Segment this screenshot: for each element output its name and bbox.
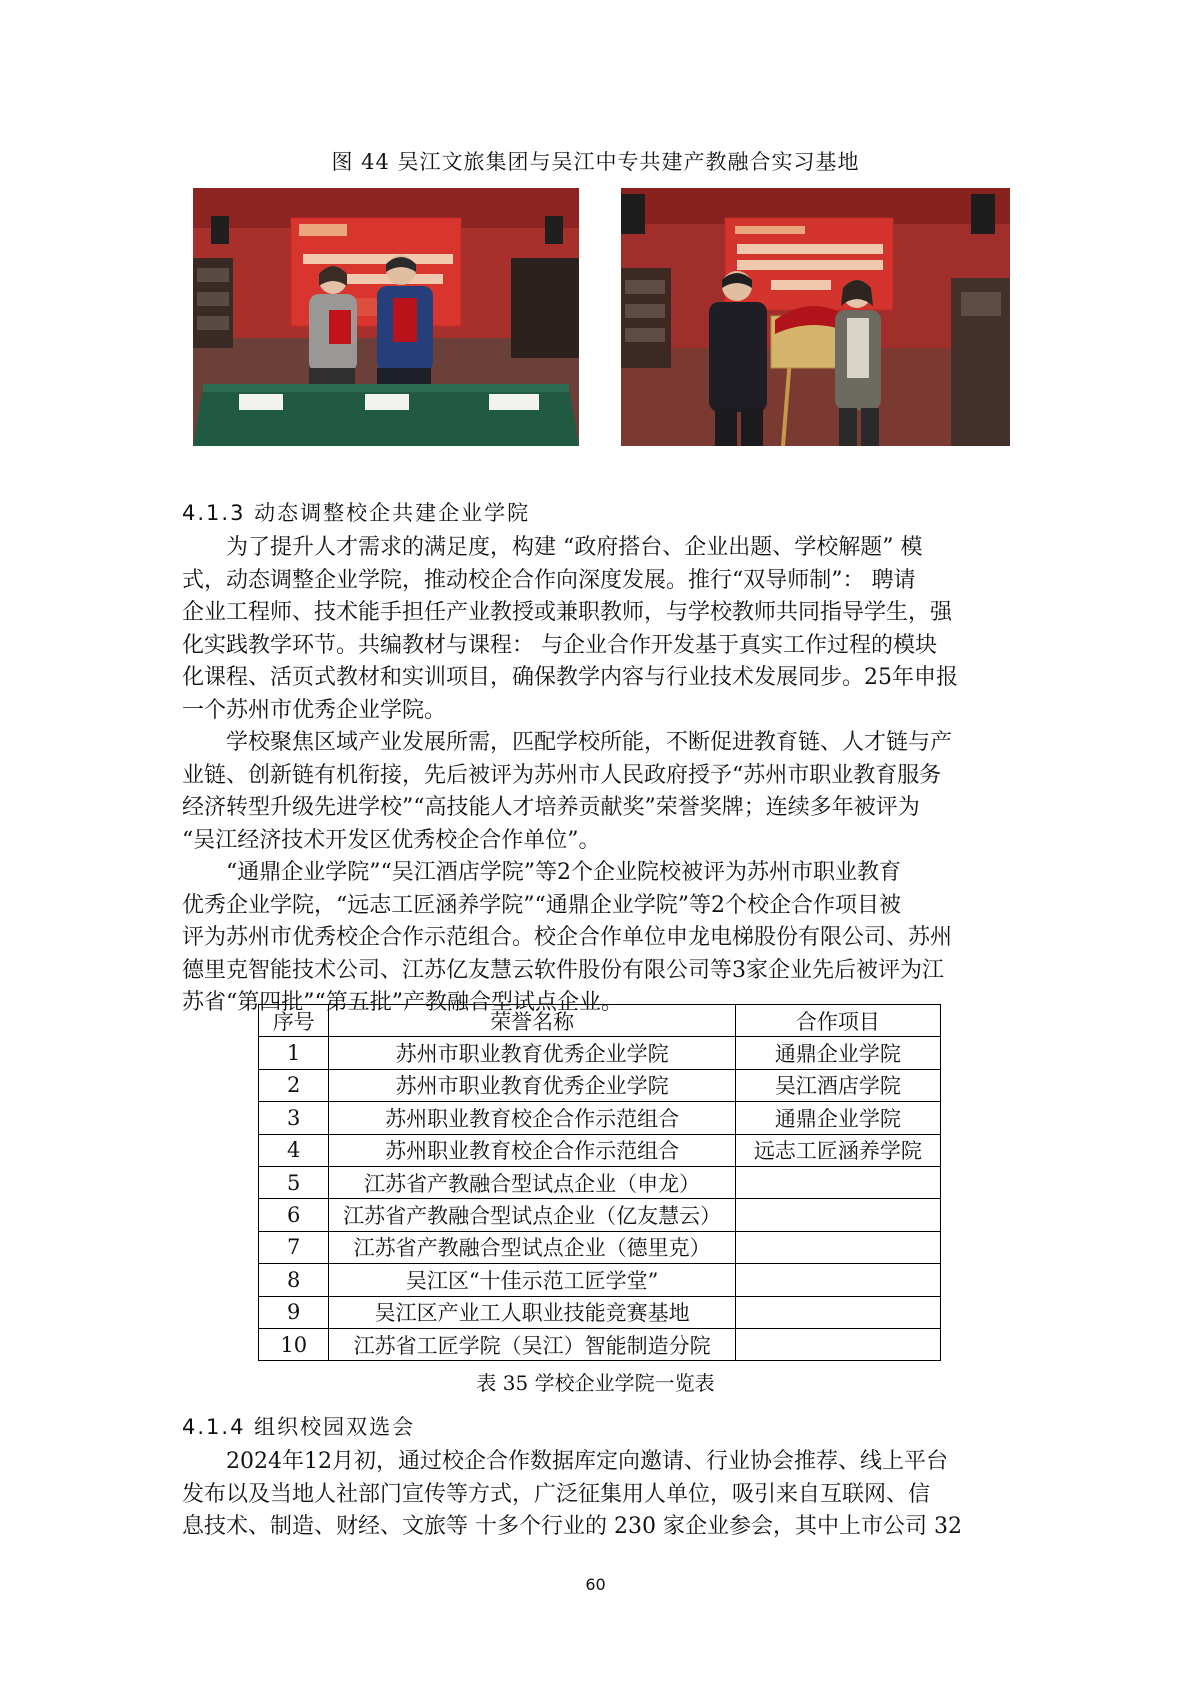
column-header-index: 序号 (259, 1005, 329, 1037)
text-line: 企业工程师、技术能手担任产业教授或兼职教师，与学校教师共同指导学生，强 (182, 600, 953, 625)
table-cell: 4 (259, 1134, 329, 1166)
table-cell: 3 (259, 1102, 329, 1134)
table-cell: 10 (259, 1328, 329, 1360)
text-line: 业链、创新链有机衔接，先后被评为苏州市人民政府授予“苏州市职业教育服务 (182, 762, 942, 788)
table-cell: 苏州市职业教育优秀企业学院 (329, 1037, 735, 1069)
table-cell: 江苏省产教融合型试点企业（德里克） (329, 1231, 735, 1263)
table-cell: 9 (259, 1296, 329, 1328)
text-line: 发布以及当地人社部门宣传等方式，广泛征集用人单位，吸引来自互联网、信 (182, 1481, 931, 1507)
table-cell: 5 (259, 1166, 329, 1198)
table-cell: 6 (259, 1199, 329, 1231)
table-row (259, 1037, 941, 1069)
paragraph-section-413-3 (182, 857, 1020, 1020)
table-row (259, 1296, 941, 1328)
table-cell: 江苏省产教融合型试点企业（亿友慧云） (329, 1199, 735, 1231)
table-cell: 通鼎企业学院 (735, 1102, 940, 1134)
table-cell: 8 (259, 1264, 329, 1296)
text-line: 优秀企业学院，“远志工匠涵养学院”“通鼎企业学院”等2个校企合作项目被 (182, 892, 901, 918)
text-line: 学校聚焦区域产业发展所需，匹配学校所能，不断促进教育链、人才链与产 (226, 730, 953, 755)
table-cell (735, 1328, 940, 1360)
text-line: 经济转型升级先进学校”“高技能人才培养贡献奖”荣誉奖牌；连续多年被评为 (182, 795, 920, 820)
table-row (259, 1328, 941, 1360)
table-cell: 吴江区“十佳示范工匠学堂” (329, 1264, 735, 1296)
table-cell: 1 (259, 1037, 329, 1069)
text-line: 2024年12月初，通过校企合作数据库定向邀请、行业协会推荐、线上平台 (226, 1449, 948, 1474)
text-line: 评为苏州市优秀校企合作示范组合。校企合作单位申龙电梯股份有限公司、苏州 (182, 925, 953, 950)
table-cell (735, 1264, 940, 1296)
signing-ceremony-photo (193, 188, 579, 446)
table-row (259, 1199, 941, 1231)
text-line: “通鼎企业学院”“吴江酒店学院”等2个企业院校被评为苏州市职业教育 (226, 860, 901, 885)
text-line: 德里克智能技术公司、江苏亿友慧云软件股份有限公司等3家企业先后被评为江 (182, 957, 944, 983)
table-row (259, 1069, 941, 1101)
table-cell (735, 1199, 940, 1231)
table-cell: 远志工匠涵养学院 (735, 1134, 940, 1166)
paragraph-section-413-2 (182, 727, 1020, 857)
table-cell: 吴江酒店学院 (735, 1069, 940, 1101)
section-title-4-1-3: 4.1.3 动态调整校企共建企业学院 (182, 501, 531, 525)
table-cell: 7 (259, 1231, 329, 1263)
figure-caption: 图 44 吴江文旅集团与吴江中专共建产教融合实习基地 (331, 150, 860, 174)
text-line: 化实践教学环节。共编教材与课程： 与企业合作开发基于真实工作过程的模块 (182, 632, 937, 658)
plaque-unveiling-photo (621, 188, 1010, 446)
paragraph-section-413-1 (182, 532, 1020, 727)
text-line: 苏省“第四批”“第五批”产教融合型试点企业。 (182, 990, 623, 1015)
paragraph-section-414-1 (182, 1446, 1020, 1544)
table-caption: 表 35 学校企业学院一览表 (476, 1371, 715, 1395)
table-cell: 苏州职业教育校企合作示范组合 (329, 1134, 735, 1166)
table-row (259, 1102, 941, 1134)
column-header-honor-name: 荣誉名称 (329, 1005, 735, 1037)
table-row (259, 1264, 941, 1296)
table-header-row (259, 1005, 941, 1037)
table-row (259, 1134, 941, 1166)
enterprise-college-table (258, 1004, 941, 1361)
table-cell (735, 1231, 940, 1263)
table-cell: 吴江区产业工人职业技能竞赛基地 (329, 1296, 735, 1328)
table-cell: 江苏省产教融合型试点企业（申龙） (329, 1166, 735, 1198)
table-cell (735, 1296, 940, 1328)
text-line: 息技术、制造、财经、文旅等 十多个行业的 230 家企业参会，其中上市公司 32 (182, 1514, 962, 1539)
table-cell: 苏州市职业教育优秀企业学院 (329, 1069, 735, 1101)
table-cell: 通鼎企业学院 (735, 1037, 940, 1069)
column-header-project: 合作项目 (735, 1005, 940, 1037)
table-row (259, 1166, 941, 1198)
table-cell: 2 (259, 1069, 329, 1101)
table-cell: 江苏省工匠学院（吴江）智能制造分院 (329, 1328, 735, 1360)
table-row (259, 1231, 941, 1263)
text-line: “吴江经济技术开发区优秀校企合作单位”。 (182, 827, 601, 853)
section-title-4-1-4: 4.1.4 组织校园双选会 (182, 1415, 416, 1439)
table-cell: 苏州职业教育校企合作示范组合 (329, 1102, 735, 1134)
text-line: 一个苏州市优秀企业学院。 (182, 697, 447, 723)
text-line: 化课程、活页式教材和实训项目，确保教学内容与行业技术发展同步。25年申报 (182, 665, 958, 690)
text-line: 式，动态调整企业学院，推动校企合作向深度发展。推行“双导师制”： 聘请 (182, 567, 916, 593)
page-number: 60 (585, 1575, 606, 1594)
table-cell (735, 1166, 940, 1198)
text-line: 为了提升人才需求的满足度，构建 “政府搭台、企业出题、学校解题” 模 (226, 535, 923, 560)
